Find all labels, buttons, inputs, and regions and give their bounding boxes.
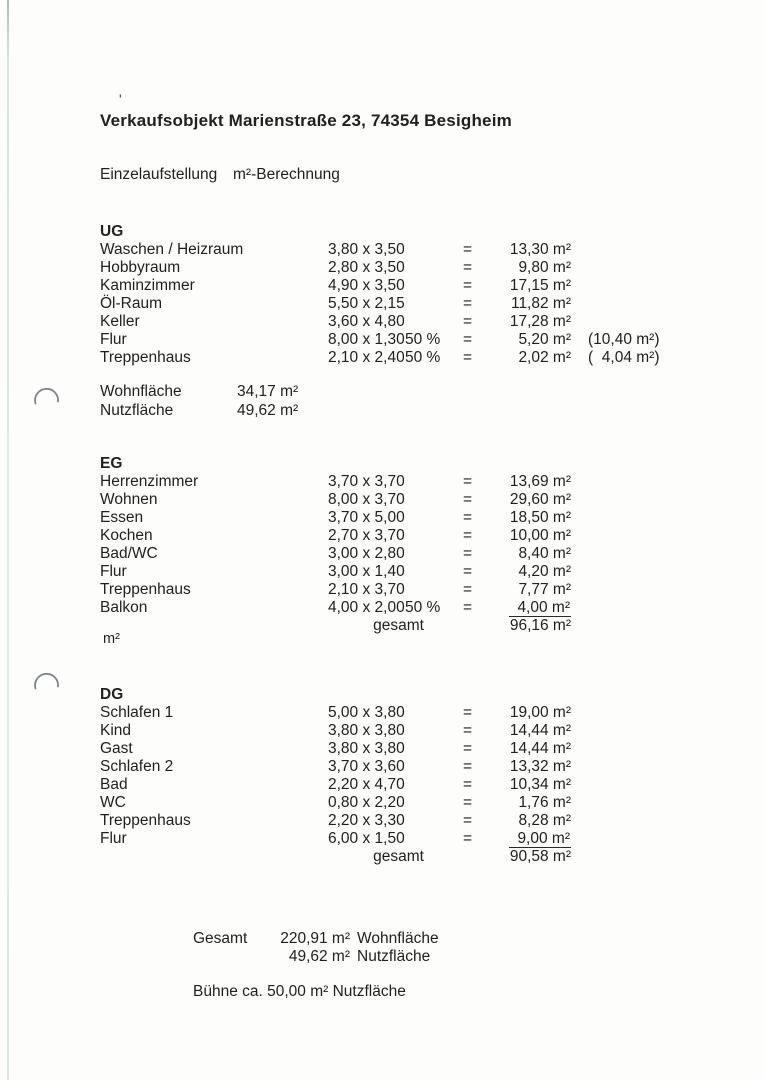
area-value: 14,44 m² xyxy=(509,740,571,757)
wohnflaeche-label: Wohnfläche xyxy=(100,383,182,400)
equals-sign: = xyxy=(463,295,473,312)
area-row xyxy=(0,563,764,581)
equals-sign: = xyxy=(463,830,473,847)
section-rows xyxy=(0,241,764,367)
equals-sign: = xyxy=(463,509,473,526)
equals-sign: = xyxy=(463,259,473,276)
room-label: Gast xyxy=(100,740,133,757)
area-row xyxy=(0,313,764,331)
dimensions-value: 6,00 x 1,50 xyxy=(328,830,405,847)
grand-total-row xyxy=(0,930,764,948)
dimensions-value: 2,70 x 3,70 xyxy=(328,527,405,544)
area-value: 19,00 m² xyxy=(509,704,571,721)
room-label: Wohnen xyxy=(100,491,158,508)
room-label: Öl-Raum xyxy=(100,295,163,312)
gesamt-label: gesamt xyxy=(373,617,424,634)
room-label: Hobbyraum xyxy=(100,259,181,276)
room-label: Treppenhaus xyxy=(100,581,191,598)
equals-sign: = xyxy=(463,704,473,721)
area-row xyxy=(0,599,764,617)
area-value: 14,44 m² xyxy=(509,722,571,739)
area-value: 1,76 m² xyxy=(518,794,571,811)
gesamt-value: 90,58 m² xyxy=(509,848,571,865)
equals-sign: = xyxy=(463,277,473,294)
equals-sign: = xyxy=(463,740,473,757)
dimensions-value: 8,00 x 3,70 xyxy=(328,491,405,508)
area-value: 8,28 m² xyxy=(518,812,571,829)
area-value: 9,00 m² xyxy=(483,830,571,848)
equals-sign: = xyxy=(463,722,473,739)
room-label: Treppenhaus xyxy=(100,349,191,366)
percent-value: 50 % xyxy=(405,599,441,616)
equals-sign: = xyxy=(463,349,473,366)
area-value: 10,34 m² xyxy=(509,776,571,793)
area-row xyxy=(0,527,764,545)
section-total-row xyxy=(0,848,764,866)
dimensions-value: 3,80 x 3,80 xyxy=(328,740,405,757)
room-label: Kochen xyxy=(100,527,153,544)
grand-total-row xyxy=(0,948,764,966)
dimensions-value: 4,00 x 2,00 xyxy=(328,599,405,616)
dimensions-value: 3,80 x 3,50 xyxy=(328,241,405,258)
room-label: Treppenhaus xyxy=(100,812,191,829)
equals-sign: = xyxy=(463,545,473,562)
buehne-note: Bühne ca. 50,00 m² Nutzfläche xyxy=(193,983,406,1000)
dimensions-value: 2,10 x 2,40 xyxy=(328,349,405,366)
area-row xyxy=(0,277,764,295)
area-value: 13,30 m² xyxy=(509,241,571,258)
section-title: DG xyxy=(100,686,124,703)
room-label: Kind xyxy=(100,722,132,739)
room-label: Flur xyxy=(100,563,127,580)
subtitle-m2-berechnung: m²-Berechnung xyxy=(233,166,340,183)
grand-total-wohnflaeche-value: 220,91 m² xyxy=(280,930,350,947)
area-row xyxy=(0,830,764,848)
area-value: 17,28 m² xyxy=(509,313,571,330)
equals-sign: = xyxy=(463,794,473,811)
equals-sign: = xyxy=(463,563,473,580)
area-row xyxy=(0,509,764,527)
document-title: Verkaufsobjekt Marienstraße 23, 74354 Besigheim xyxy=(100,111,512,130)
dimensions-value: 3,70 x 5,00 xyxy=(328,509,405,526)
equals-sign: = xyxy=(463,581,473,598)
dimensions-value: 3,00 x 1,40 xyxy=(328,563,405,580)
room-label: WC xyxy=(100,794,126,811)
section-title: EG xyxy=(100,455,123,472)
summary-row xyxy=(0,401,764,420)
room-label: Keller xyxy=(100,313,140,330)
full-area-note: (10,40 m²) xyxy=(588,331,660,348)
area-value: 10,00 m² xyxy=(509,527,571,544)
scan-speck: ' xyxy=(119,91,122,107)
area-row xyxy=(0,740,764,758)
equals-sign: = xyxy=(463,812,473,829)
area-row xyxy=(0,776,764,794)
area-value: 29,60 m² xyxy=(509,491,571,508)
area-row xyxy=(0,331,764,349)
summary-row xyxy=(0,382,764,401)
nutzflaeche-value: 49,62 m² xyxy=(237,402,299,419)
dimensions-value: 2,80 x 3,50 xyxy=(328,259,405,276)
percent-value: 50 % xyxy=(405,349,441,366)
area-value: 4,00 m² xyxy=(483,599,571,617)
room-label: Flur xyxy=(100,830,127,847)
equals-sign: = xyxy=(463,527,473,544)
dimensions-value: 3,80 x 3,80 xyxy=(328,722,405,739)
area-row xyxy=(0,241,764,259)
dimensions-value: 0,80 x 2,20 xyxy=(328,794,405,811)
equals-sign: = xyxy=(463,758,473,775)
area-value: 17,15 m² xyxy=(509,277,571,294)
room-label: Bad xyxy=(100,776,128,793)
dimensions-value: 2,10 x 3,70 xyxy=(328,581,405,598)
equals-sign: = xyxy=(463,776,473,793)
equals-sign: = xyxy=(463,313,473,330)
dimensions-value: 4,90 x 3,50 xyxy=(328,277,405,294)
section-rows xyxy=(0,473,764,635)
grand-total-nutzflaeche-value: 49,62 m² xyxy=(288,948,350,965)
area-value: 18,50 m² xyxy=(509,509,571,526)
area-value: 4,20 m² xyxy=(518,563,571,580)
nutzflaeche-label: Nutzfläche xyxy=(100,402,174,419)
dimensions-value: 3,70 x 3,70 xyxy=(328,473,405,490)
dimensions-value: 3,60 x 4,80 xyxy=(328,313,405,330)
room-label: Essen xyxy=(100,509,144,526)
room-label: Schlafen 2 xyxy=(100,758,174,775)
dimensions-value: 2,20 x 4,70 xyxy=(328,776,405,793)
grand-total-wohnflaeche-category: Wohnfläche xyxy=(357,930,439,947)
equals-sign: = xyxy=(463,491,473,508)
area-value: 7,77 m² xyxy=(518,581,571,598)
dimensions-value: 8,00 x 1,30 xyxy=(328,331,405,348)
dimensions-value: 3,70 x 3,60 xyxy=(328,758,405,775)
area-value: 13,69 m² xyxy=(509,473,571,490)
area-value: 2,02 m² xyxy=(518,349,571,366)
area-row xyxy=(0,722,764,740)
room-label: Waschen / Heizraum xyxy=(100,241,244,258)
dimensions-value: 3,00 x 2,80 xyxy=(328,545,405,562)
dimensions-value: 5,00 x 3,80 xyxy=(328,704,405,721)
equals-sign: = xyxy=(463,473,473,490)
area-row xyxy=(0,794,764,812)
area-value: 11,82 m² xyxy=(510,295,571,312)
full-area-note: ( 4,04 m²) xyxy=(588,349,660,366)
area-row xyxy=(0,581,764,599)
area-row xyxy=(0,473,764,491)
dimensions-value: 5,50 x 2,15 xyxy=(328,295,405,312)
subtitle-einzelaufstellung: Einzelaufstellung xyxy=(100,166,218,183)
punch-hole-icon xyxy=(33,671,61,697)
area-value: 5,20 m² xyxy=(518,331,571,348)
area-row xyxy=(0,812,764,830)
area-row xyxy=(0,349,764,367)
equals-sign: = xyxy=(463,331,473,348)
room-label: Schlafen 1 xyxy=(100,704,174,721)
equals-sign: = xyxy=(463,599,473,616)
area-row xyxy=(0,704,764,722)
room-label: Herrenzimmer xyxy=(100,473,199,490)
area-value: 8,40 m² xyxy=(518,545,571,562)
room-label: Bad/WC xyxy=(100,545,158,562)
area-row xyxy=(0,758,764,776)
area-row xyxy=(0,295,764,313)
area-value: 13,32 m² xyxy=(509,758,571,775)
ug-summary xyxy=(0,382,764,420)
equals-sign: = xyxy=(463,241,473,258)
area-value: 9,80 m² xyxy=(518,259,571,276)
grand-total-label: Gesamt xyxy=(193,930,248,947)
gesamt-value: 96,16 m² xyxy=(509,617,571,634)
section-title: UG xyxy=(100,223,124,240)
gesamt-label: gesamt xyxy=(373,848,424,865)
area-row xyxy=(0,491,764,509)
m2-footnote: m² xyxy=(103,631,120,647)
area-row xyxy=(0,259,764,277)
percent-value: 50 % xyxy=(405,331,441,348)
dimensions-value: 2,20 x 3,30 xyxy=(328,812,405,829)
room-label: Flur xyxy=(100,331,127,348)
grand-total-nutzflaeche-category: Nutzfläche xyxy=(357,948,431,965)
section-rows xyxy=(0,704,764,866)
wohnflaeche-value: 34,17 m² xyxy=(237,383,299,400)
area-row xyxy=(0,545,764,563)
room-label: Kaminzimmer xyxy=(100,277,195,294)
room-label: Balkon xyxy=(100,599,148,616)
